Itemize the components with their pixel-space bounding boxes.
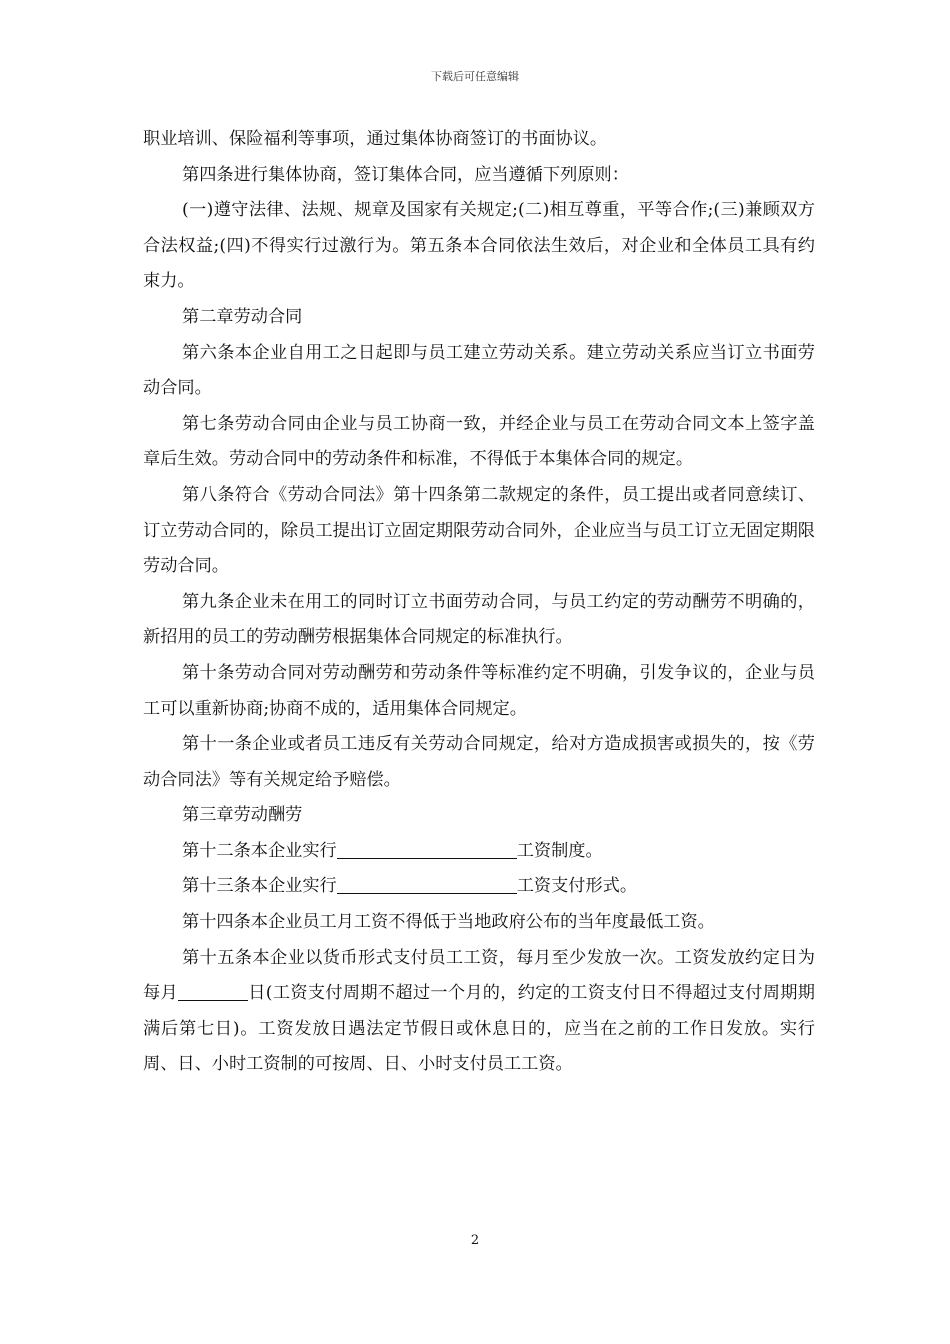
chapter-2-heading: 第二章劳动合同 [182, 306, 303, 327]
article-15-text: 第十五条本企业以货币形式支付员工工资，每月至少发放一次。工资发放约定日为每月 [143, 947, 815, 1004]
wage-payment-blank [337, 875, 517, 894]
article-6: 第六条本企业自用工之日起即与员工建立劳动关系。建立劳动关系应当订立书面劳动合同。 [143, 342, 815, 399]
page-number: 2 [470, 1233, 480, 1248]
article-15 [143, 941, 815, 1083]
page-header: 下载后可任意编辑 [431, 70, 519, 83]
paragraph: 职业培训、保险福利等事项，通过集体协商签订的书面协议。 [143, 129, 608, 149]
payday-blank [178, 982, 248, 1001]
article-12 [143, 834, 815, 870]
article-8: 第八条符合《劳动合同法》第十四条第二款规定的条件，员工提出或者同意续订、订立劳动合同的，除员工提出订立固定期限劳动合同外，企业应当与员工订立无固定期限劳动合同。 [143, 484, 815, 577]
article-13-text: 第十三条本企业实行 [182, 876, 337, 897]
article-9: 第九条企业未在用工的同时订立书面劳动合同，与员工约定的劳动酬劳不明确的，新招用的员工的劳动酬劳根据集体合同规定的标准执行。 [143, 591, 815, 648]
article-13 [143, 869, 815, 905]
principles-paragraph: (一)遵守法律、法规、规章及国家有关规定;(二)相互尊重，平等合作;(三)兼顾双方合法权益;(四)不得实行过激行为。第五条本合同依法生效后，对企业和全体员工具有约束力。 [143, 200, 815, 292]
document-body [143, 122, 815, 1083]
article-7: 第七条劳动合同由企业与员工协商一致，并经企业与员工在劳动合同文本上签字盖章后生效。劳动合同中的劳动条件和标准，不得低于本集体合同的规定。 [143, 413, 815, 470]
article-11: 第十一条企业或者员工违反有关劳动合同规定，给对方造成损害或损失的，按《劳动合同法》等有关规定给予赔偿。 [143, 734, 815, 790]
chapter-3-heading: 第三章劳动酬劳 [182, 805, 303, 826]
article-15-rest: 日(工资支付周期不超过一个月的，约定的工资支付日不得超过支付周期期满后第七日)。工资发放日遇法定节假日或休息日的，应当在之前的工作日发放。实行周、日、小时工资制的可按周、日、小时支付员工工资。 [143, 983, 815, 1075]
article-13-suffix: 工资支付形式。 [516, 876, 638, 897]
wage-system-blank [337, 840, 517, 859]
article-14: 第十四条本企业员工月工资不得低于当地政府公布的当年度最低工资。 [182, 912, 715, 933]
article-12-text: 第十二条本企业实行 [182, 840, 337, 861]
article-10: 第十条劳动合同对劳动酬劳和劳动条件等标准约定不明确，引发争议的，企业与员工可以重新协商;协商不成的，适用集体合同规定。 [143, 662, 815, 719]
article-12-suffix: 工资制度。 [516, 840, 603, 861]
article-4: 第四条进行集体协商，签订集体合同，应当遵循下列原则： [182, 164, 629, 185]
